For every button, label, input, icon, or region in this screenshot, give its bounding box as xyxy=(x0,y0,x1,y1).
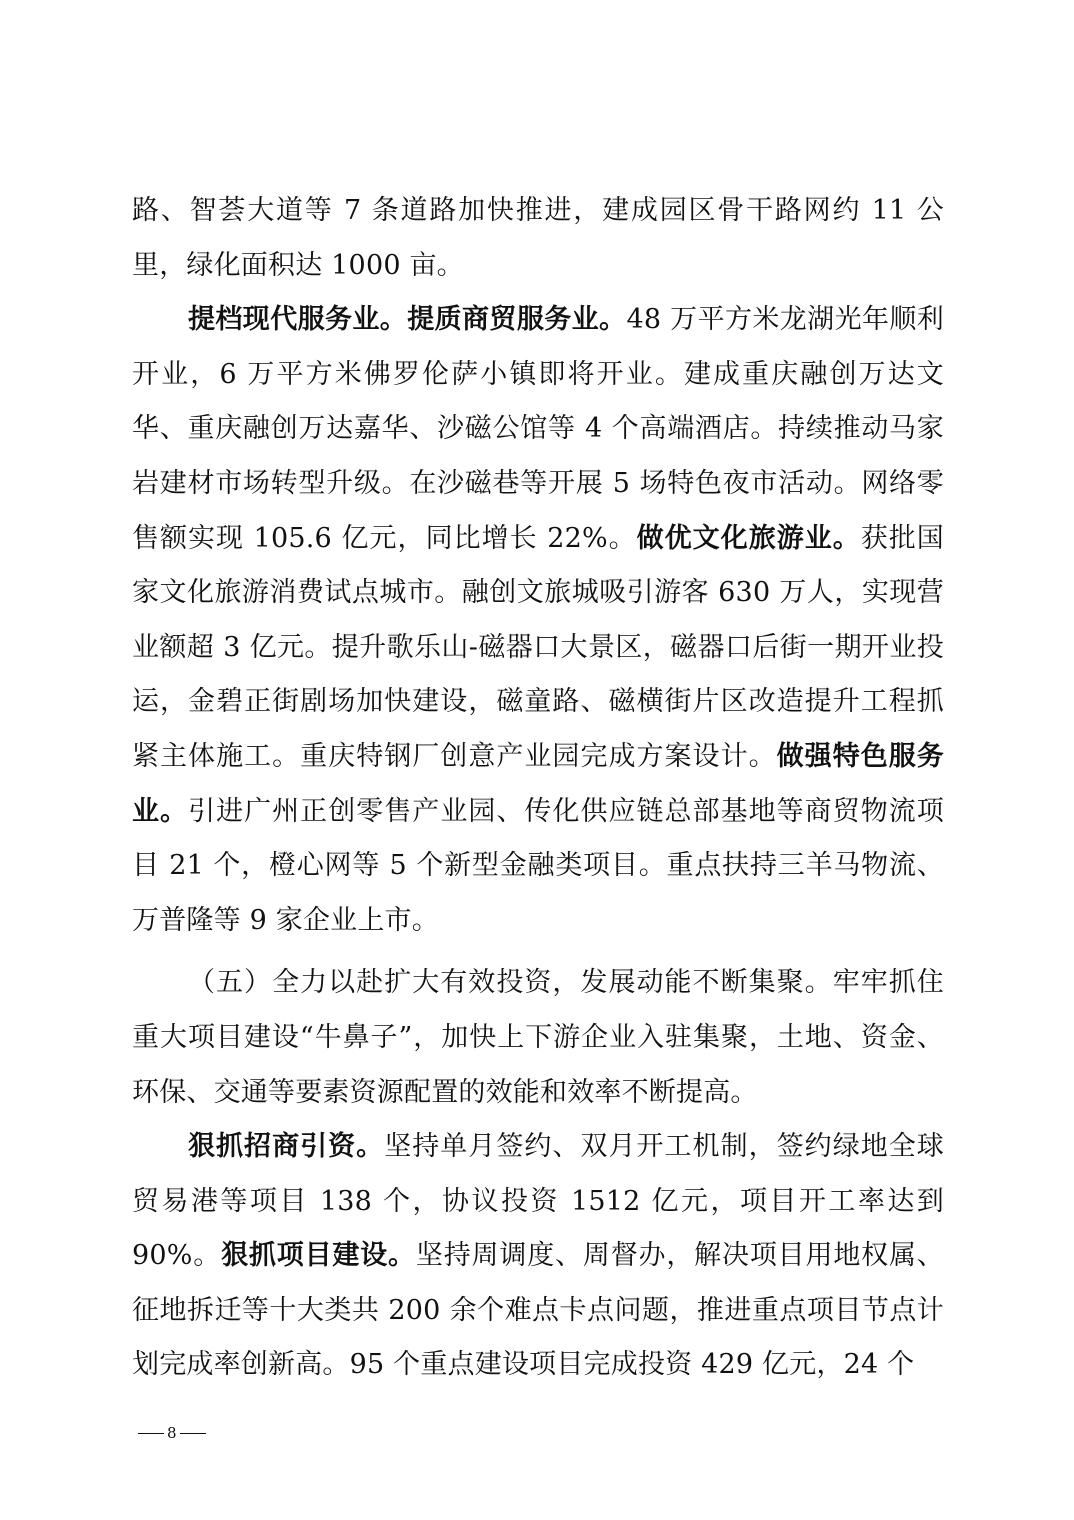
heading-modern-services: 提档现代服务业。 xyxy=(188,304,408,336)
heading-trade-services: 提质商贸服务业。 xyxy=(407,304,627,336)
paragraph-section-five xyxy=(132,956,944,1120)
paragraph-text: 路、智荟大道等 7 条道路加快推进，建成园区骨干路网约 11 公里，绿化面积达 1000 亩。 xyxy=(132,195,944,281)
paragraph-text: 牢牢抓住重大项目建设“牛鼻子”，加快上下游企业入驻集聚，土地、资金、环保、交通等要素资源配置的效能和效率不断提高。 xyxy=(132,967,944,1108)
paragraph-road-network xyxy=(132,184,944,293)
page-number: 8 xyxy=(167,1424,177,1442)
heading-investment-attraction: 狠抓招商引资。 xyxy=(188,1131,385,1163)
page-footer xyxy=(138,1424,206,1442)
paragraph-investment xyxy=(132,1120,944,1393)
document-body xyxy=(132,184,944,1393)
section-heading-five: （五）全力以赴扩大有效投资，发展动能不断集聚。 xyxy=(188,967,833,999)
paragraph-text: 获批国家文化旅游消费试点城市。融创文旅城吸引游客 630 万人，实现营业额超 3 亿元。提升歌乐山-磁器口大景区，磁器口后街一期开业投运，金碧正街剧场加快建设，磁童路、磁横街片区改造提升工程抓紧主体施工。重庆特钢厂创意产业园完成方案设计。 xyxy=(132,522,944,772)
paragraph-text: 坚持周调度、周督办，解决项目用地权属、征地拆迁等十大类共 200 余个难点卡点问题，推进重点项目节点计划完成率创新高。95 个重点建设项目完成投资 429 亿元，24 个 xyxy=(132,1240,945,1381)
heading-specialty-services: 做强特色服务业。 xyxy=(132,740,944,827)
paragraph-text: 坚持单月签约、双月开工机制，签约绿地全球贸易港等项目 138 个，协议投资 1512 亿元，项目开工率达到 90%。 xyxy=(132,1131,944,1272)
footer-dash-right xyxy=(180,1433,206,1434)
footer-dash-left xyxy=(138,1433,164,1434)
heading-project-construction: 狠抓项目建设。 xyxy=(221,1240,416,1272)
paragraph-text: 48 万平方米龙湖光年顺利开业，6 万平方米佛罗伦萨小镇即将开业。建成重庆融创万达文华、重庆融创万达嘉华、沙磁公馆等 4 个高端酒店。持续推动马家岩建材市场转型升级。在沙磁巷等开展 5 场特色夜市活动。网络零售额实现 105.6 亿元，同比增长 22%。 xyxy=(132,304,944,554)
paragraph-modern-services xyxy=(132,293,944,948)
paragraph-text: 引进广州正创零售产业园、传化供应链总部基地等商贸物流项目 21 个，橙心网等 5 个新型金融类项目。重点扶持三羊马物流、万普隆等 9 家企业上市。 xyxy=(132,795,944,936)
heading-culture-tourism: 做优文化旅游业。 xyxy=(636,522,861,554)
